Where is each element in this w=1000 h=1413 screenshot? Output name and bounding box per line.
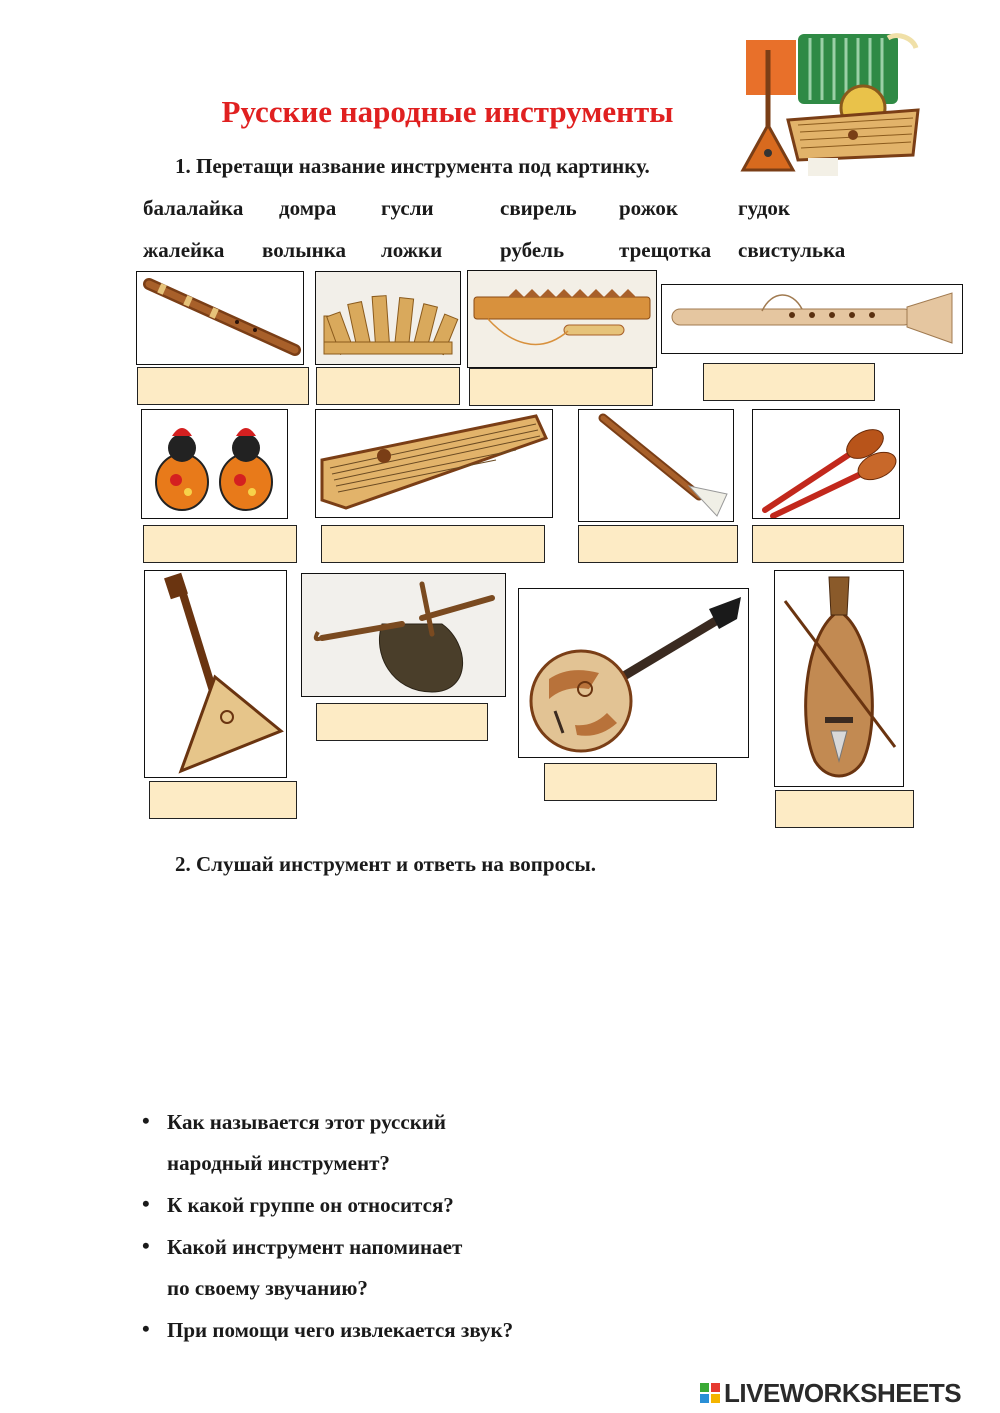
word-gusli[interactable]: гусли (381, 196, 434, 220)
image-gudok-fiddle (774, 570, 904, 787)
drop-zone-12[interactable] (775, 790, 914, 828)
brand-name: LIVEWORKSHEETS (724, 1377, 962, 1408)
word-treshchotka[interactable]: трещотка (619, 238, 712, 262)
image-domra (518, 588, 749, 758)
image-gusli-psaltery (315, 409, 553, 518)
drop-zone-3[interactable] (469, 368, 653, 406)
question-2: К какой группе он относится? (167, 1193, 454, 1217)
question-3-line-1: Какой инструмент напоминает (167, 1235, 463, 1259)
question-3-line-2: по своему звучанию? (167, 1276, 368, 1300)
drop-zone-7[interactable] (578, 525, 738, 563)
bullet-1: • (142, 1108, 150, 1133)
task-2-instruction: 2. Слушай инструмент и ответь на вопросы. (175, 852, 597, 876)
drop-zone-2[interactable] (316, 367, 460, 405)
bullet-4: • (142, 1316, 150, 1341)
task-1-instruction: 1. Перетащи название инструмента под картинку. (175, 154, 650, 178)
drop-zone-1[interactable] (137, 367, 309, 405)
drop-zone-11[interactable] (544, 763, 717, 801)
drop-zone-5[interactable] (143, 525, 297, 563)
word-svistulka[interactable]: свистулька (738, 238, 846, 262)
word-zhaleika[interactable]: жалейка (143, 238, 225, 262)
bullet-3: • (142, 1233, 150, 1258)
image-rozhok-horn (578, 409, 734, 522)
image-volynka-bagpipe (301, 573, 506, 697)
word-lozhki[interactable]: ложки (381, 238, 443, 262)
liveworksheets-logo (700, 1376, 961, 1410)
logo-squares-icon (700, 1383, 720, 1403)
drop-zone-8[interactable] (752, 525, 904, 563)
word-balalaika[interactable]: балалайка (143, 196, 244, 220)
word-svirel[interactable]: свирель (500, 196, 577, 220)
word-rozhok[interactable]: рожок (619, 196, 678, 220)
image-svirel-flute (136, 271, 304, 365)
question-4: При помощи чего извлекается звук? (167, 1318, 514, 1342)
image-treshchotka-rattle (315, 271, 461, 365)
page-title: Русские народные инструменты (221, 94, 674, 129)
word-domra[interactable]: домра (279, 196, 337, 220)
image-svistulka-roosters (141, 409, 288, 519)
word-volynka[interactable]: волынка (262, 238, 346, 262)
drop-zone-9[interactable] (149, 781, 297, 819)
image-lozhki-spoons (752, 409, 900, 519)
image-zhaleika-pipe (661, 284, 963, 354)
bullet-2: • (142, 1191, 150, 1216)
drop-zone-4[interactable] (703, 363, 875, 401)
question-1-line-1: Как называется этот русский (167, 1110, 446, 1134)
drop-zone-10[interactable] (316, 703, 488, 741)
image-rubel (467, 270, 657, 368)
word-gudok[interactable]: гудок (738, 196, 790, 220)
image-balalaika (144, 570, 287, 778)
drop-zone-6[interactable] (321, 525, 545, 563)
question-1-line-2: народный инструмент? (167, 1151, 390, 1175)
word-rubel[interactable]: рубель (500, 238, 565, 262)
